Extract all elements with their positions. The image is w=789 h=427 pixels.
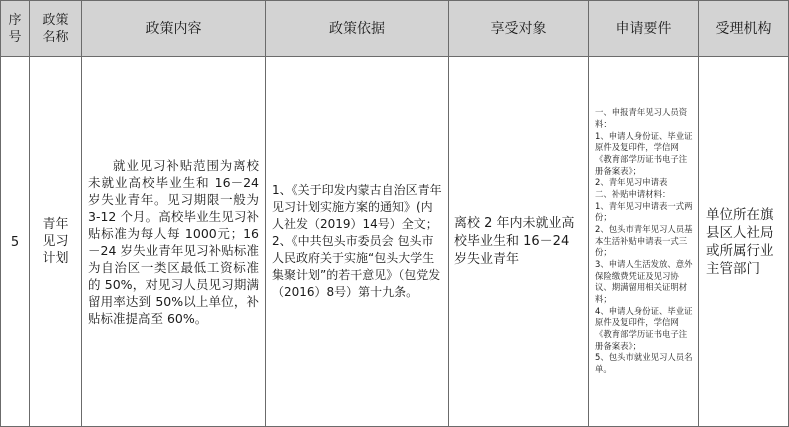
requirement-item: 一、申报青年见习人员资料： [595, 107, 688, 130]
requirement-item: 3、申请人生活发放、意外保险缴费凭证及见习协议、期满留用相关证明材料； [595, 258, 693, 304]
requirement-item: 2、包头市青年见习人员基本生活补贴申请表一式三份； [595, 224, 693, 258]
requirement-item: 1、申请人身份证、毕业证原件及复印件，学信网《教育部学历证书电子注册备案表》； [595, 130, 693, 176]
policy-basis [266, 182, 448, 301]
cell-agency [699, 57, 789, 427]
table-row [1, 57, 789, 427]
target-value: 离校 2 年内未就业高校毕业生和 16－24 岁失业青年 [454, 215, 575, 267]
requirement-item: 2、青年见习申请表 [595, 177, 668, 188]
policy-name: 青年见习计划 [42, 217, 69, 266]
requirement-item: 4、申请人身份证、毕业证原件及复印件，学信网《教育部学历证书电子注册备案表》； [595, 305, 693, 351]
header-content: 政策内容 [82, 1, 266, 57]
requirements-list [589, 107, 698, 375]
header-requirements: 申请要件 [589, 1, 699, 57]
header-agency: 受理机构 [699, 1, 789, 57]
seq-value: 5 [10, 235, 20, 250]
agency-value: 单位所在旗县区人社局或所属行业主管部门 [706, 206, 774, 277]
requirement-item: 二、补贴申请材料： [595, 189, 671, 200]
basis-item: 1、《关于印发内蒙古自治区青年见习计划实施方案的通知》(内人社发（2019）14号）全文； [272, 183, 442, 231]
header-name: 政策名称 [30, 1, 82, 57]
requirement-item: 1、青年见习申请表一式两份； [595, 200, 693, 223]
cell-name [30, 57, 82, 427]
cell-content [82, 57, 266, 427]
policy-content: 就业见习补贴范围为离校未就业高校毕业生和 16－24 岁失业青年。见习期限一般为 3-12 个月。高校毕业生见习补贴标准为每人每 1000元；16－24 岁失业青年见习补贴标准为自治区一类区最低工资标准的 50%，对见习人员见习期满留用率达到 50%以上单位，补贴标准提高至 60%。 [88, 157, 259, 326]
basis-item: 2、《中共包头市委员会 包头市人民政府关于实施“包头大学生集聚计划”的若干意见》（包党发（2016）8号）第十九条。 [272, 234, 441, 299]
header-row [1, 1, 789, 57]
cell-target [449, 57, 589, 427]
cell-basis [266, 57, 449, 427]
header-basis: 政策依据 [266, 1, 449, 57]
header-target: 享受对象 [449, 1, 589, 57]
cell-seq [1, 57, 30, 427]
header-seq: 序号 [1, 1, 30, 57]
cell-requirements [589, 57, 699, 427]
requirement-item: 5、包头市就业见习人员名单。 [595, 352, 693, 374]
